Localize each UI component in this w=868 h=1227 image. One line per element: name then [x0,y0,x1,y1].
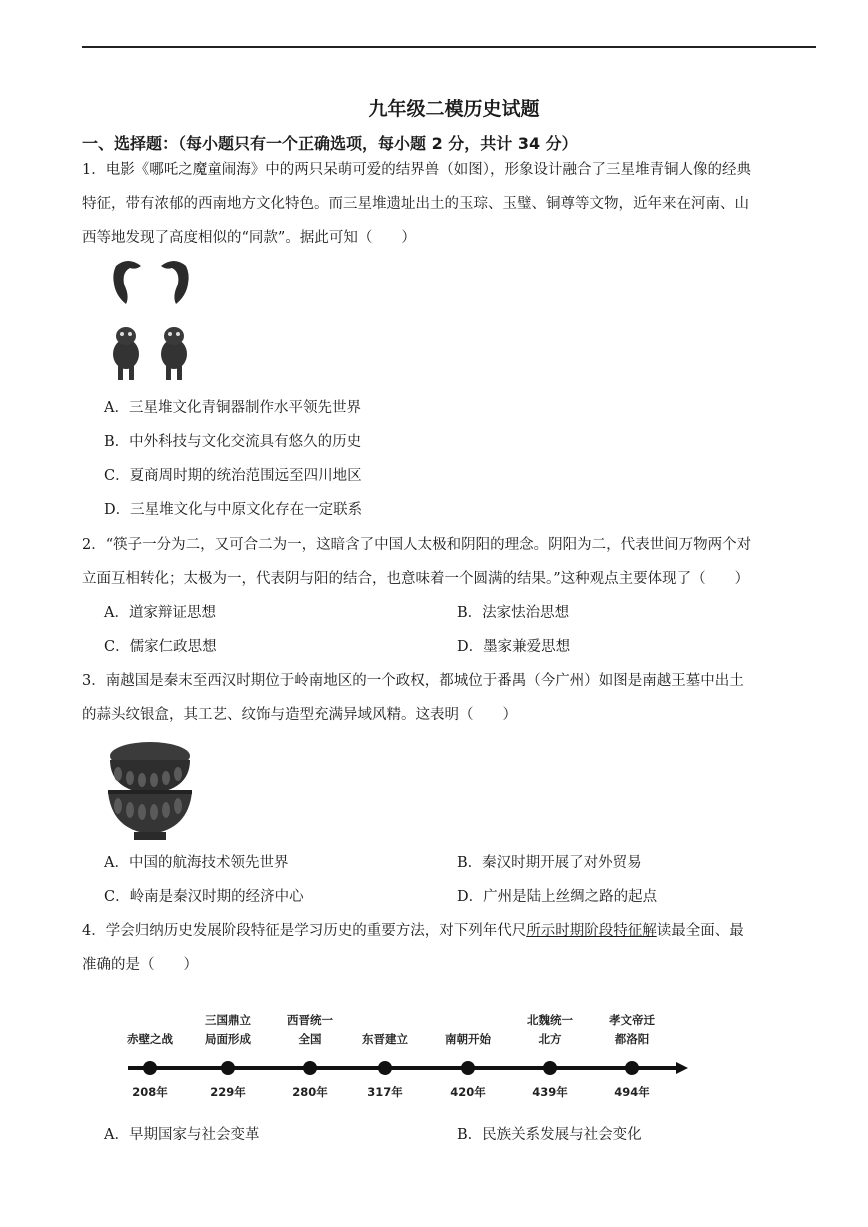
q2-option-d[interactable]: D．墨家兼爱思想 [457,639,571,655]
question-2-text [82,528,822,596]
q4-option-b[interactable]: B．民族关系发展与社会变化 [457,1127,642,1143]
timeline-dot-0 [143,1061,157,1075]
q4-line-1-underlined: 所示时期阶段特征解 [526,923,657,939]
q3-option-b[interactable]: B．秦汉时期开展了对外贸易 [457,855,642,871]
timeline-year-1: 229年 [210,1085,246,1099]
q3-line-1: 3．南越国是秦末至西汉时期位于岭南地区的一个政权，都城位于番禺（今广州）如图是南越王墓中出土 [82,673,744,689]
guardian-beasts-image [106,256,196,386]
timeline-dot-5 [543,1061,557,1075]
header-rule [82,46,816,48]
section-heading: 一、选择题：（每小题只有一个正确选项，每小题 2 分，共计 34 分） [82,134,578,153]
silver-box-image [104,738,196,844]
timeline-ruler [120,1010,690,1105]
page-title: 九年级二模历史试题 [368,98,540,120]
q1-option-a[interactable]: A．三星堆文化青铜器制作水平领先世界 [104,400,361,416]
timeline-year-6: 494年 [614,1085,650,1099]
q2-option-a[interactable]: A．道家辩证思想 [104,605,216,621]
q1-line-3: 西等地发现了高度相似的“同款”。据此可知（ ） [82,230,416,246]
q4-line-1 [82,914,822,948]
timeline-dot-2 [303,1061,317,1075]
timeline-label-3-line-1: 东晋建立 [362,1032,408,1046]
timeline-dot-4 [461,1061,475,1075]
q2-line-2: 立面互相转化；太极为一，代表阴与阳的结合，也意味着一个圆满的结果。”这种观点主要体现了（ ） [82,571,750,587]
timeline-label-5-line-1: 北魏统一 [527,1013,573,1027]
timeline-arrow [676,1062,688,1074]
q2-option-c[interactable]: C．儒家仁政思想 [104,639,217,655]
timeline-year-0: 208年 [132,1085,168,1099]
timeline-label-2-line-1: 西晋统一 [287,1013,333,1027]
question-4-text [82,914,822,982]
timeline-label-0-line-1: 赤壁之战 [127,1032,173,1046]
q3-option-d[interactable]: D．广州是陆上丝绸之路的起点 [457,889,658,905]
q1-option-b[interactable]: B．中外科技与文化交流具有悠久的历史 [104,434,362,450]
q4-line-2: 准确的是（ ） [82,957,198,973]
q3-option-a[interactable]: A．中国的航海技术领先世界 [104,855,289,871]
timeline-dot-3 [378,1061,392,1075]
timeline-year-2: 280年 [292,1085,328,1099]
timeline-label-1-line-1: 三国鼎立 [205,1013,251,1027]
timeline-label-5-line-2: 北方 [538,1032,562,1046]
timeline-label-1-line-2: 局面形成 [205,1032,251,1046]
q1-option-d[interactable]: D．三星堆文化与中原文化存在一定联系 [104,502,363,518]
timeline-dot-6 [625,1061,639,1075]
timeline-label-6-line-1: 孝文帝迁 [609,1013,655,1027]
q4-line-1-b: 读最全面、最 [656,923,744,939]
timeline-label-4-line-1: 南朝开始 [445,1032,491,1046]
q2-option-b[interactable]: B．法家怯治思想 [457,605,570,621]
q1-line-1: 1．电影《哪吒之魔童闹海》中的两只呆萌可爱的结界兽（如图），形象设计融合了三星堆青铜人像的经典 [82,162,751,178]
q1-option-c[interactable]: C．夏商周时期的统治范围远至四川地区 [104,468,362,484]
q1-line-2: 特征，带有浓郁的西南地方文化特色。而三星堆遗址出土的玉琮、玉璧、铜尊等文物，近年来在河南、山 [82,196,749,212]
timeline-year-5: 439年 [532,1085,568,1099]
timeline-label-6-line-2: 都洛阳 [614,1032,650,1046]
timeline-year-3: 317年 [367,1085,403,1099]
timeline-year-4: 420年 [450,1085,486,1099]
q2-line-1: 2．“筷子一分为二，又可合二为一，这暗含了中国人太极和阴阳的理念。阴阳为二，代表世间万物两个对 [82,537,752,553]
timeline-dot-1 [221,1061,235,1075]
q3-line-2: 的蒜头纹银盒，其工艺、纹饰与造型充满异域风精。这表明（ ） [82,707,517,723]
question-3-text [82,664,822,732]
q3-option-c[interactable]: C．岭南是秦汉时期的经济中心 [104,889,304,905]
q4-option-a[interactable]: A．早期国家与社会变革 [104,1127,260,1143]
timeline-label-2-line-2: 全国 [298,1032,322,1046]
q4-line-1-a: 4．学会归纳历史发展阶段特征是学习历史的重要方法，对下列年代尺 [82,923,527,939]
question-1-text [82,153,822,255]
